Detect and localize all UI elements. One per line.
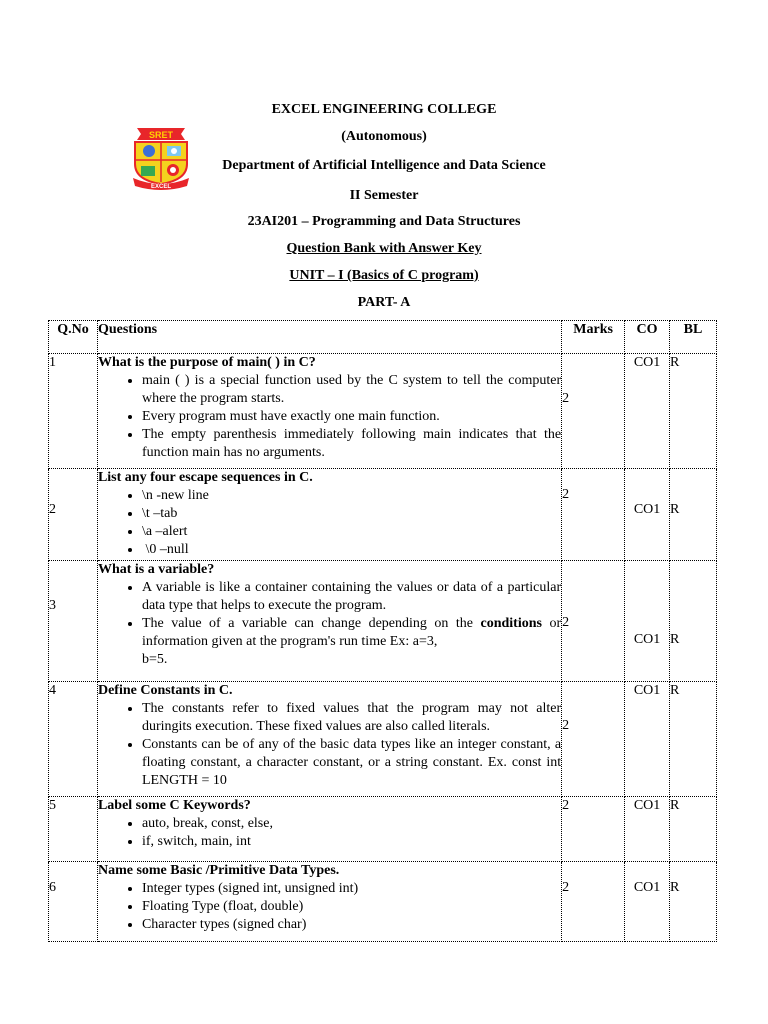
table-row: [49, 862, 717, 942]
college-logo: [127, 122, 195, 190]
question-text: Label some C Keywords?: [97, 798, 251, 813]
row-co: [625, 862, 670, 942]
bl-value: R: [670, 683, 680, 698]
marks-value: 2: [562, 718, 570, 733]
header-questions: Questions: [97, 321, 561, 354]
row-qno: [49, 862, 98, 942]
co-value: CO1: [633, 632, 661, 647]
row-bl: R: [670, 354, 717, 469]
row-qno: 1: [49, 354, 98, 469]
row-marks: [562, 354, 625, 469]
logo-top-text: SRET: [148, 130, 174, 140]
answer-text: The value of a variable can change depending on the: [141, 616, 481, 631]
bl-value: R: [670, 880, 680, 895]
row-qno: 5: [49, 797, 98, 862]
marks-value: 2: [562, 391, 570, 406]
row-question-cell: [97, 797, 561, 862]
qno-value: 2: [49, 502, 56, 517]
qno-value: 6: [49, 880, 56, 895]
row-question-cell: [97, 561, 561, 682]
table-row: [49, 682, 717, 797]
answer-points: [98, 880, 561, 934]
answer-point: • \t –tab: [142, 505, 561, 523]
answer-point: [142, 615, 561, 669]
answer-point: • \a –alert: [142, 523, 561, 541]
unit-title: UNIT – I (Basics of C program): [289, 268, 479, 283]
answer-point: • main ( ) is a special function used by the C system to tell the computer where the program starts.: [142, 372, 561, 408]
row-bl: [670, 682, 717, 797]
row-co: CO1: [625, 797, 670, 862]
row-bl: [670, 862, 717, 942]
question-text: Name some Basic /Primitive Data Types.: [97, 863, 340, 878]
answer-point: • if, switch, main, int: [142, 833, 561, 851]
row-bl: [670, 561, 717, 682]
question-bank-title: Question Bank with Answer Key: [286, 241, 482, 256]
answer-points: [98, 487, 561, 559]
marks-value: 2: [562, 615, 570, 630]
part-title: PART- A: [357, 295, 411, 310]
row-co: [625, 469, 670, 561]
qno-value: 3: [49, 598, 56, 613]
row-question-cell: [97, 862, 561, 942]
row-co: [625, 682, 670, 797]
table-row: [49, 797, 717, 862]
row-bl: R: [670, 797, 717, 862]
question-text: What is the purpose of main( ) in C?: [97, 355, 316, 370]
co-value: CO1: [633, 880, 661, 895]
question-table: [48, 320, 717, 942]
answer-text: b=5.: [141, 652, 168, 667]
row-marks: [562, 682, 625, 797]
table-row: [49, 354, 717, 469]
answer-point: • Constants can be of any of the basic data types like an integer constant, a floating constant, a character constant, or a string constant. Ex. const int LENGTH = 10: [142, 736, 561, 790]
question-text: List any four escape sequences in C.: [97, 470, 313, 485]
question-text: Define Constants in C.: [97, 683, 233, 698]
answer-point: • Floating Type (float, double): [142, 898, 561, 916]
co-value: CO1: [633, 683, 661, 698]
header-bl: BL: [670, 321, 717, 354]
row-question-cell: [97, 354, 561, 469]
answer-points: [98, 700, 561, 790]
row-marks: [562, 469, 625, 561]
row-question-cell: [97, 682, 561, 797]
row-qno: [49, 561, 98, 682]
bl-value: R: [670, 632, 680, 647]
row-qno: [49, 469, 98, 561]
header-co: CO: [625, 321, 670, 354]
table-header-row: [49, 321, 717, 354]
row-qno: [49, 682, 98, 797]
answer-point: • The constants refer to fixed values that the program may not alter duringits execution. These fixed values are also called literals.: [142, 700, 561, 736]
answer-point: • A variable is like a container containing the values or data of a particular data type that helps to execute the program.: [142, 579, 561, 615]
marks-value: 2: [562, 487, 570, 502]
row-co: [625, 561, 670, 682]
answer-bold-text: conditions: [480, 616, 542, 631]
autonomous-label: (Autonomous): [341, 129, 427, 144]
row-bl: [670, 469, 717, 561]
question-text: What is a variable?: [97, 562, 215, 577]
bl-value: R: [670, 502, 680, 517]
table-row: [49, 561, 717, 682]
answer-points: [98, 815, 561, 851]
answer-point: • The empty parenthesis immediately following main indicates that the function main has no arguments.: [142, 426, 561, 462]
course-title: 23AI201 – Programming and Data Structures: [247, 214, 521, 229]
answer-point: • Every program must have exactly one main function.: [142, 408, 561, 426]
row-marks: [562, 561, 625, 682]
co-value: CO1: [633, 502, 661, 517]
college-name: EXCEL ENGINEERING COLLEGE: [271, 102, 497, 117]
header-qno: Q.No: [49, 321, 98, 354]
answer-text: or information given at the program's run time Ex: a=3,: [141, 616, 562, 649]
row-marks: [562, 862, 625, 942]
logo-bottom-text: EXCEL: [150, 184, 172, 190]
answer-point: • auto, break, const, else,: [142, 815, 561, 833]
answer-points: [98, 372, 561, 462]
header-marks: Marks: [562, 321, 625, 354]
answer-point: • \0 –null: [142, 541, 561, 559]
answer-point: • Integer types (signed int, unsigned int): [142, 880, 561, 898]
marks-value: 2: [562, 880, 570, 895]
department-name: Department of Artificial Intelligence and Data Science: [222, 158, 546, 173]
answer-point: • Character types (signed char): [142, 916, 561, 934]
answer-point: • \n -new line: [142, 487, 561, 505]
semester-label: II Semester: [349, 188, 419, 203]
row-marks: 2: [562, 797, 625, 862]
row-co: CO1: [625, 354, 670, 469]
answer-points: [98, 579, 561, 669]
row-question-cell: [97, 469, 561, 561]
qno-value: 4: [49, 683, 56, 698]
table-row: [49, 469, 717, 561]
